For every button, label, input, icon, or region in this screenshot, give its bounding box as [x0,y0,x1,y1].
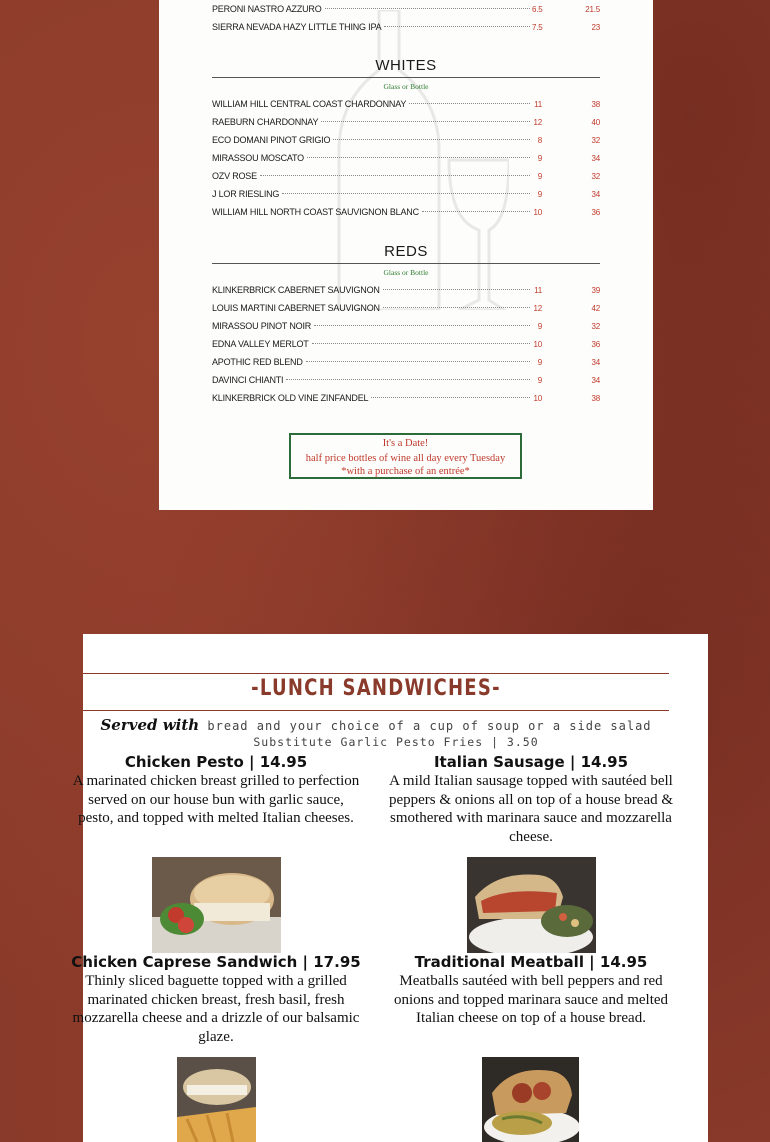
wine-row: KLINKERBRICK OLD VINE ZINFANDEL 10 38 [212,393,600,403]
lunch-menu-page [71,634,708,1142]
wine-menu-page [159,0,653,510]
item-title: Chicken Pesto | 14.95 [124,753,308,771]
promo-line-1: It's a Date! [382,438,429,449]
served-with-script: Served with [100,716,200,734]
italian-sausage-photo [467,857,596,953]
reds-heading: REDS [384,243,428,260]
whites-heading: WHITES [375,57,437,74]
wine-row: WILLIAM HILL NORTH COAST SAUVIGNON BLANC 10 36 [212,207,600,217]
lunch-title: -LUNCH SANDWICHES- [251,676,501,701]
divider [212,263,600,264]
wine-row: DAVINCI CHIANTI 9 34 [212,375,600,385]
item-title: Italian Sausage | 14.95 [433,753,629,771]
reds-subtitle: Glass or Bottle [383,268,429,277]
item-description: A mild Italian sausage topped with sautéed bell peppers & onions all on top of a house bread & smothered with marinara sauce and mozzarella cheese. [388,773,674,845]
item-title: Traditional Meatball | 14.95 [414,953,648,971]
wine-row: EDNA VALLEY MERLOT 10 36 [212,339,600,349]
divider [83,673,669,674]
wine-row: LOUIS MARTINI CABERNET SAUVIGNON 12 42 [212,303,600,313]
item-description: A marinated chicken breast grilled to perfection served on our house bun with garlic sauce, pesto, and topped with melted Italian cheeses. [72,773,360,826]
wine-row: SIERRA NEVADA HAZY LITTLE THING IPA 7.5 23 [212,22,600,32]
wine-row: RAEBURN CHARDONNAY 12 40 [212,117,600,127]
served-with-text: bread and your choice of a cup of soup or a side salad [207,719,652,733]
chicken-pesto-photo [152,857,281,953]
divider [212,77,600,78]
served-with-line [83,716,669,734]
wine-row: MIRASSOU PINOT NOIR 9 32 [212,321,600,331]
chicken-caprese-photo [177,1057,256,1142]
wine-row: ECO DOMANI PINOT GRIGIO 8 32 [212,135,600,145]
traditional-meatball-photo [482,1057,579,1142]
item-description: Meatballs sautéed with bell peppers and red onions and topped marinara sauce and melted Italian cheese on top of a house bread. [393,973,669,1026]
wine-row: OZV ROSE 9 32 [212,171,600,181]
divider [83,710,669,711]
promo-line-2: half price bottles of wine all day every Tuesday [305,453,506,464]
wine-row: J LOR RIESLING 9 34 [212,189,600,199]
wine-row: MIRASSOU MOSCATO 9 34 [212,153,600,163]
wine-row: PERONI NASTRO AZZURO 6.5 21.5 [212,4,600,14]
wine-promo-box [289,433,522,479]
wine-row: WILLIAM HILL CENTRAL COAST CHARDONNAY 11 38 [212,99,600,109]
whites-subtitle: Glass or Bottle [383,82,429,91]
substitute-line: Substitute Garlic Pesto Fries | 3.50 [253,735,539,749]
wine-row: APOTHIC RED BLEND 9 34 [212,357,600,367]
item-title: Chicken Caprese Sandwich | 17.95 [71,953,361,971]
item-description: Thinly sliced baguette topped with a grilled marinated chicken breast, fresh basil, fresh mozzarella cheese and a drizzle of our balsamic glaze. [72,973,360,1045]
promo-line-3: *with a purchase of an entrée* [341,466,470,477]
wine-row: KLINKERBRICK CABERNET SAUVIGNON 11 39 [212,285,600,295]
